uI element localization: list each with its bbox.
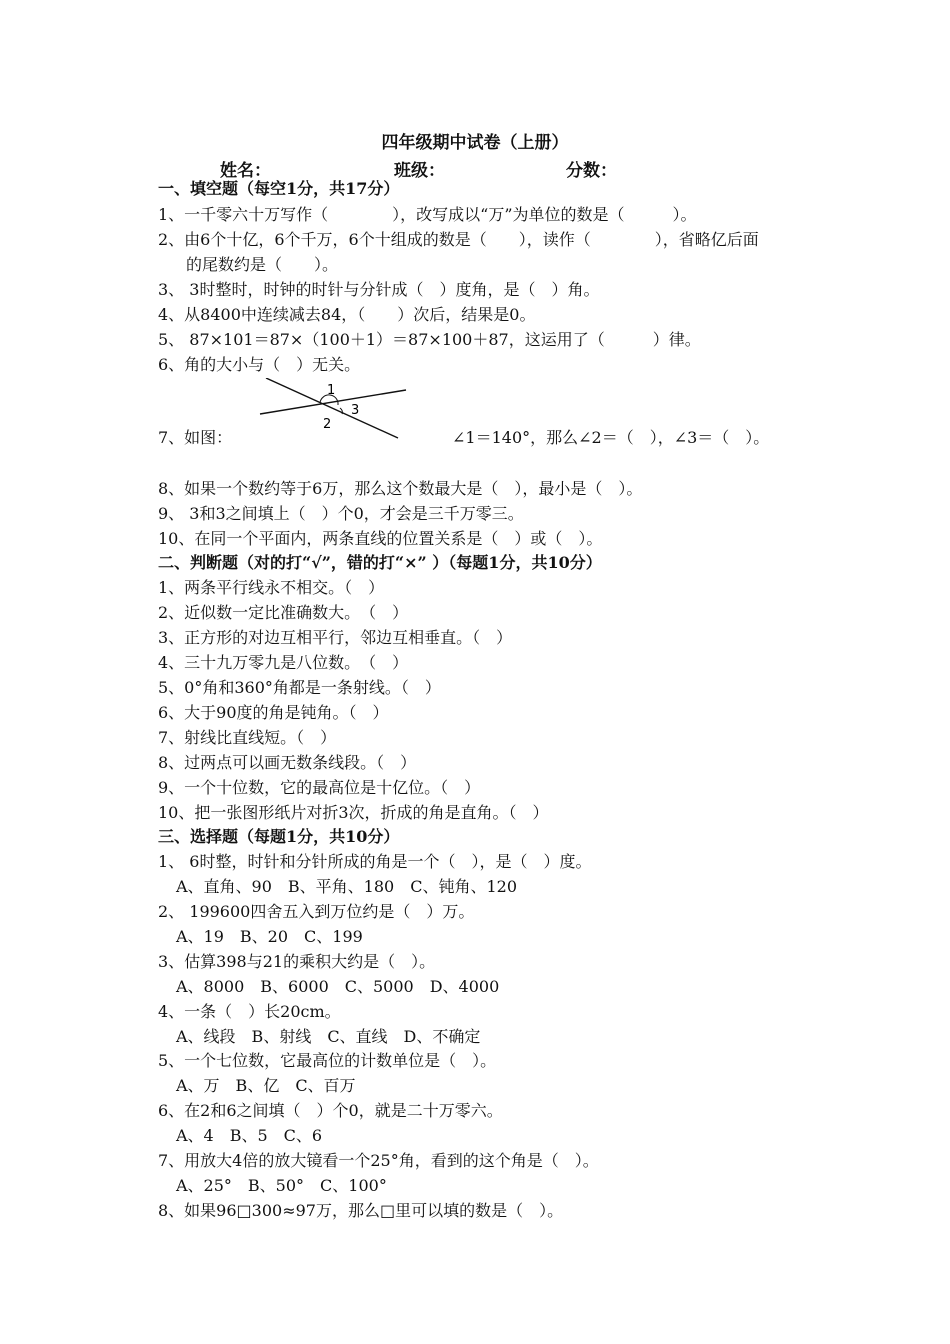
question-1-4: 4、从8400中连续减去84，（ ）次后，结果是0。 bbox=[158, 305, 536, 324]
options-3-1: A、直角、90 B、平角、180 C、钝角、120 bbox=[176, 877, 517, 896]
options-3-2: A、19 B、20 C、199 bbox=[176, 927, 363, 946]
options-3-4: A、线段 B、射线 C、直线 D、不确定 bbox=[176, 1027, 481, 1046]
question-3-1: 1、 6时整，时针和分针所成的角是一个（ ），是（ ）度。 bbox=[158, 852, 592, 871]
name-field-label: 姓名： bbox=[220, 161, 271, 181]
question-2-4: 4、三十九万零九是八位数。 （ ） bbox=[158, 653, 409, 672]
question-1-6: 6、角的大小与（ ）无关。 bbox=[158, 355, 361, 374]
angle-label-3: 3 bbox=[351, 403, 360, 418]
question-3-5: 5、一个七位数，它最高位的计数单位是（ ）。 bbox=[158, 1051, 497, 1070]
options-3-5: A、万 B、亿 C、百万 bbox=[176, 1076, 356, 1095]
class-field-label: 班级： bbox=[394, 161, 445, 181]
question-2-2: 2、近似数一定比准确数大。 （ ） bbox=[158, 603, 409, 622]
options-3-6: A、4 B、5 C、6 bbox=[176, 1126, 323, 1145]
angle-3-arc bbox=[340, 408, 342, 414]
question-2-6: 6、大于90度的角是钝角。（ ） bbox=[158, 703, 389, 722]
question-1-2-cont: 的尾数约是（ ）。 bbox=[186, 255, 339, 274]
question-2-8: 8、过两点可以画无数条线段。（ ） bbox=[158, 753, 417, 772]
question-1-2: 2、由6个十亿，6个千万，6个十组成的数是（ ），读作（ ），省略亿后面 bbox=[158, 230, 759, 249]
page-title: 四年级期中试卷（上册） bbox=[381, 133, 569, 153]
question-1-7-text: ∠1＝140°，那么∠2＝（ ），∠3＝（ ）。 bbox=[452, 428, 770, 447]
question-1-5: 5、 87×101＝87×（100＋1）＝87×100＋87，这运用了（ ）律。 bbox=[158, 330, 701, 349]
question-3-4: 4、一条（ ）长20cm。 bbox=[158, 1002, 341, 1021]
section-multiple-choice-heading: 三、选择题（每题1分，共10分） bbox=[158, 827, 400, 846]
question-1-3: 3、 3时整时，时钟的时针与分针成（ ）度角，是（ ）角。 bbox=[158, 280, 600, 299]
question-2-7: 7、射线比直线短。（ ） bbox=[158, 728, 337, 747]
question-1-1: 1、一千零六十万写作（ ），改写成以“万”为单位的数是（ ）。 bbox=[158, 205, 697, 224]
question-1-10: 10、在同一个平面内，两条直线的位置关系是（ ）或（ ）。 bbox=[158, 529, 603, 548]
question-3-6: 6、在2和6之间填（ ）个0，就是二十万零六。 bbox=[158, 1101, 503, 1120]
angle-label-2: 2 bbox=[323, 417, 332, 432]
section-true-false-heading: 二、判断题（对的打“√”，错的打“×” ）（每题1分，共10分） bbox=[158, 553, 602, 572]
question-3-8: 8、如果96□300≈97万，那么□里可以填的数是（ ）。 bbox=[158, 1201, 564, 1220]
score-field-label: 分数： bbox=[566, 161, 617, 181]
question-2-1: 1、两条平行线永不相交。（ ） bbox=[158, 578, 385, 597]
question-3-7: 7、用放大4倍的放大镜看一个25°角，看到的这个角是（ ）。 bbox=[158, 1151, 599, 1170]
question-3-3: 3、估算398与21的乘积大约是（ ）。 bbox=[158, 952, 436, 971]
options-3-3: A、8000 B、6000 C、5000 D、4000 bbox=[176, 977, 500, 996]
question-3-2: 2、 199600四舍五入到万位约是（ ）万。 bbox=[158, 902, 475, 921]
question-2-5: 5、0°角和360°角都是一条射线。（ ） bbox=[158, 678, 441, 697]
intersecting-lines-figure bbox=[256, 378, 416, 444]
question-2-10: 10、把一张图形纸片对折3次，折成的角是直角。（ ） bbox=[158, 803, 549, 822]
section-fill-blank-heading: 一、填空题（每空1分，共17分） bbox=[158, 179, 400, 198]
options-3-7: A、25° B、50° C、100° bbox=[176, 1176, 387, 1195]
question-2-3: 3、正方形的对边互相平行，邻边互相垂直。（ ） bbox=[158, 628, 513, 647]
angle-label-1: 1 bbox=[327, 383, 336, 398]
question-1-8: 8、如果一个数约等于6万，那么这个数最大是（ ），最小是（ ）。 bbox=[158, 479, 643, 498]
question-2-9: 9、一个十位数，它的最高位是十亿位。（ ） bbox=[158, 778, 481, 797]
question-1-7: 7、如图： bbox=[158, 428, 233, 447]
question-1-9: 9、 3和3之间填上（ ）个0，才会是三千万零三。 bbox=[158, 504, 524, 523]
